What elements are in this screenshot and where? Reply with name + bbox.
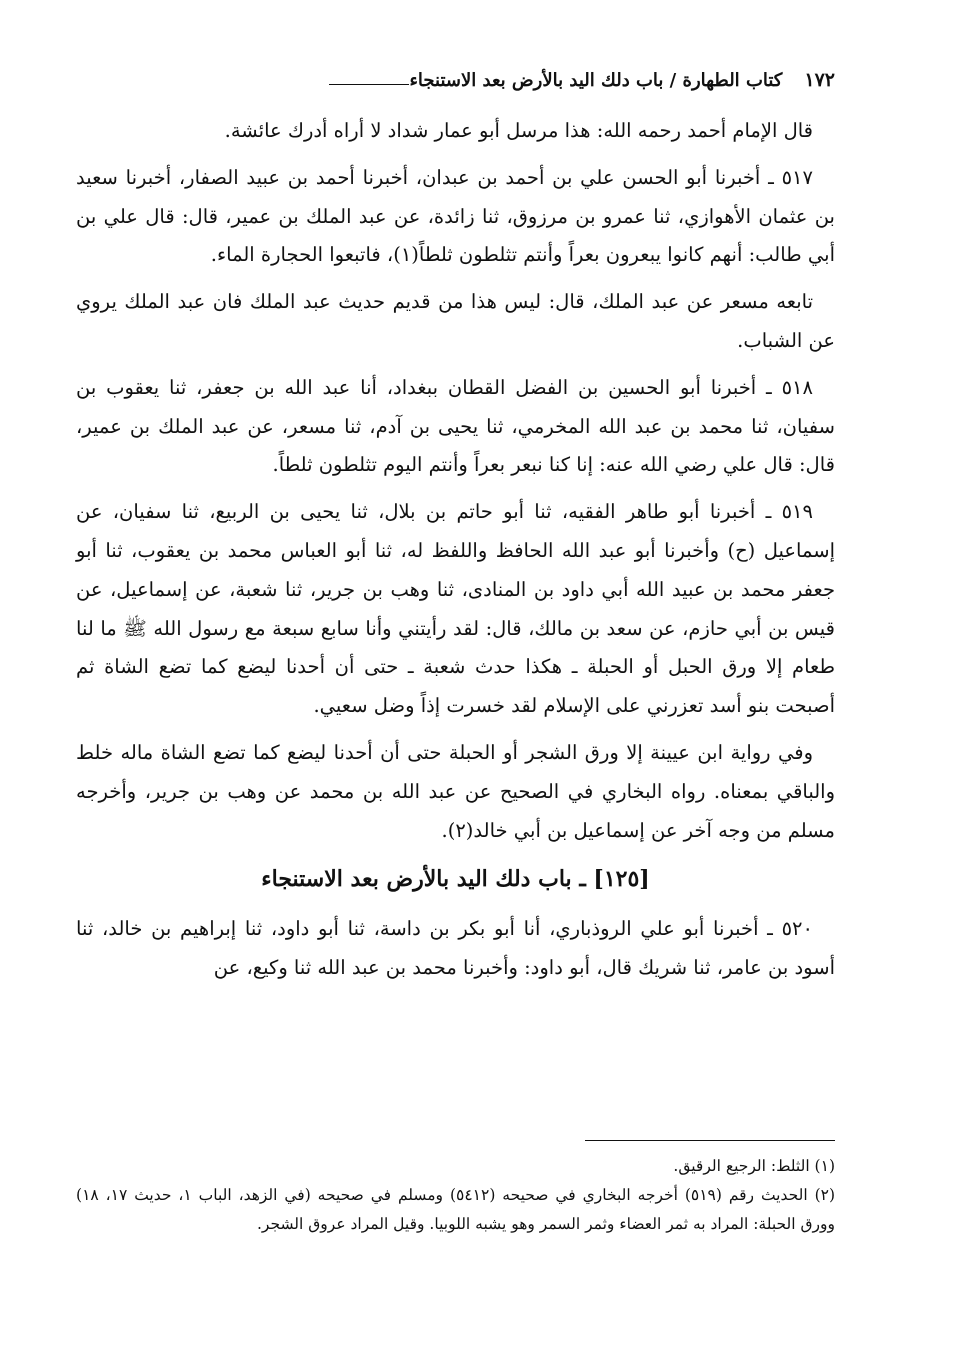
paragraph: وفي رواية ابن عيينة إلا ورق الشجر أو الحبلة حتى أن أحدنا ليضع كما تضع الشاة ماله خلط والباقي بمعناه. رواه البخاري في الصحيح عن عبد الله بن محمد عن وهب بن جرير، وأخرجه مسلم من وجه آخر عن إسماعيل بن أبي خالد(٢). xyxy=(76,740,835,842)
chapter-heading: [١٢٥] ـ باب دلك اليد بالأرض بعد الاستنجاء xyxy=(261,866,650,893)
main-text xyxy=(76,112,835,996)
footnotes xyxy=(76,1152,835,1239)
hadith-518: ٥١٨ ـ أخبرنا أبو الحسين بن الفضل القطان ببغداد، أنا عبد الله بن جعفر، ثنا يعقوب بن سفيان، ثنا محمد بن عبد الله المخرمي، ثنا يحيى بن آدم، ثنا مسعر، عن عبد الملك بن عمير، قال: قال علي رضي الله عنه: إنا كنا نبعر بعراً وأنتم اليوم تثلطون ثلطاً. xyxy=(76,375,835,477)
hadith-520: ٥٢٠ ـ أخبرنا أبو علي الروذباري، أنا أبو بكر بن داسة، ثنا أبو داود، ثنا إبراهيم بن خالد، ثنا أسود بن عامر، ثنا شريك قال، أبو داود: وأخبرنا محمد بن عبد الله ثنا وكيع، عن xyxy=(76,917,835,980)
paragraph: تابعه مسعر عن عبد الملك، قال: ليس هذا من قديم حديث عبد الملك فان عبد الملك يروي عن الشباب. xyxy=(76,290,835,352)
running-header-title: كتاب الطهارة / باب دلك اليد بالأرض بعد الاستنجاء xyxy=(409,69,783,91)
hadith-519: ٥١٩ ـ أخبرنا أبو طاهر الفقيه، ثنا أبو حاتم بن بلال، ثنا يحيى بن الربيع، ثنا سفيان، عن إسماعيل (ح) وأخبرنا أبو عبد الله الحافظ واللفظ له، ثنا أبو العباس محمد بن يعقوب، ثنا أبو جعفر محمد بن عبيد الله أبي داود بن المنادى، ثنا وهب بن جرير، ثنا شعبة، عن إسماعيل، عن قيس بن أبي حازم، عن سعد بن مالك، قال: لقد رأيتني وأنا سابع سبعة مع رسول الله ﷺ ما لنا طعام إلا ورق الحبل أو الحبلة ـ هكذا حدث شعبة ـ حتى أن أحدنا ليضع كما تضع الشاة ثم أصبحت بنو أسد تعزرني على الإسلام لقد خسرت إذاً وضل سعيي. xyxy=(76,500,835,718)
paragraph: قال الإمام أحمد رحمه الله: هذا مرسل أبو عمار شداد لا أراه أدرك عائشة. xyxy=(224,119,813,142)
running-header xyxy=(76,62,835,98)
footnote-2: (٢) الحديث رقم (٥١٩) أخرجه البخاري في صحيحه (٥٤١٢) ومسلم في صحيحه (في الزهد، الباب ١، حديث ١٧، ١٨) وورق الحبلة: المراد به ثمر العضاء وثمر السمر وهو يشبه اللوبيا. وقيل المراد عروق الشجر. xyxy=(76,1186,836,1233)
page-number: ١٧٢ xyxy=(804,69,835,91)
footnote-separator xyxy=(585,1140,835,1141)
footnote-1: (١) الثلط: الرجيع الرقيق. xyxy=(673,1157,835,1175)
header-rule xyxy=(329,84,409,85)
hadith-517: ٥١٧ ـ أخبرنا أبو الحسن علي بن أحمد بن عبدان، أخبرنا أحمد بن عبيد الصفار، أخبرنا سعيد بن عثمان الأهوازي، ثنا عمرو بن مرزوق، ثنا زائدة، عن عبد الملك بن عمير، قال: قال علي بن أبي طالب: أنهم كانوا يبعرون بعراً وأنتم تثلطون ثلطاً(١)، فاتبعوا الحجارة الماء. xyxy=(76,165,835,267)
